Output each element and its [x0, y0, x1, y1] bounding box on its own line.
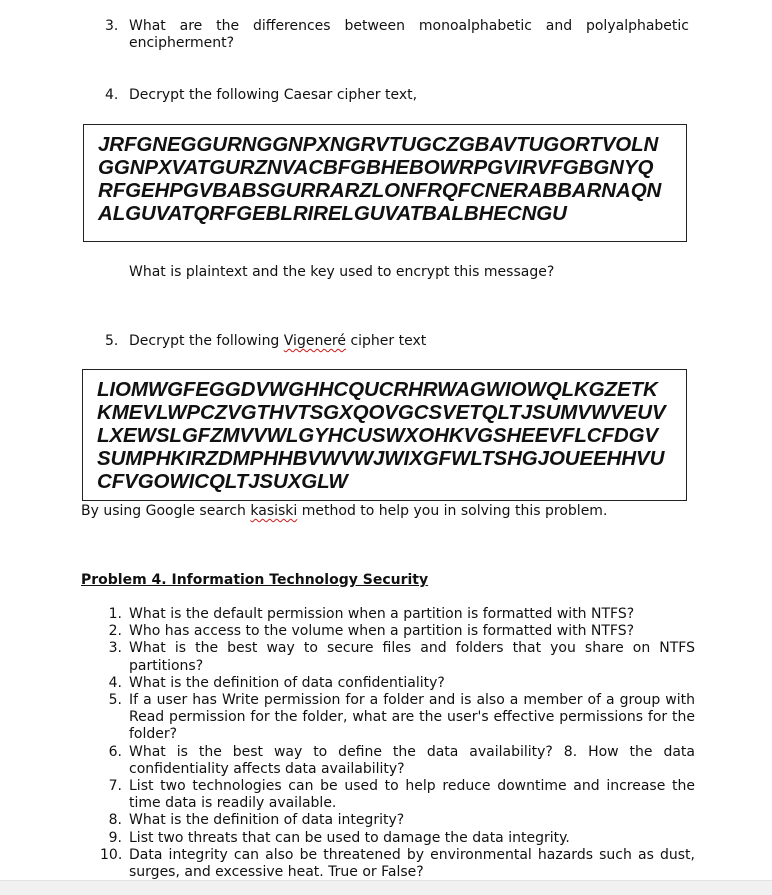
cipher-line: SUMPHKIRZDMPHHBVWVWJWIXGFWLTSHGJOUEEHHVU	[97, 447, 665, 470]
cipher-line: CFVGOWICQLTJSUXGLW	[97, 470, 348, 493]
cipher-line: ALGUVATQRFGEBLRIRELGUVATBALBHECNGU	[98, 202, 567, 225]
section-heading: Problem 4. Information Technology Security	[81, 572, 429, 588]
question-number: 3.	[105, 18, 119, 34]
list-item	[100, 606, 695, 623]
list-item	[100, 830, 695, 847]
question-number: 5.	[105, 333, 119, 349]
list-item-number: 1.	[108, 606, 122, 622]
list-item	[100, 778, 695, 812]
list-item-number: 5.	[108, 692, 122, 709]
question-text	[129, 333, 689, 350]
list-item	[100, 640, 695, 674]
list-item	[100, 692, 695, 744]
hint-text-part: By using Google search	[81, 503, 251, 519]
list-item-number: 2.	[108, 623, 122, 640]
question-text-part: Decrypt the following	[129, 333, 284, 349]
list-item	[100, 623, 695, 640]
window-bottom-strip	[0, 880, 772, 895]
question-text	[129, 18, 689, 52]
question-text: Decrypt the following Caesar cipher text,	[129, 87, 418, 103]
spellcheck-flagged-word[interactable]: Vigeneré	[283, 333, 346, 349]
hint-text-part: method to help you in solving this problem.	[297, 503, 608, 519]
spellcheck-flagged-word[interactable]: kasiski	[250, 503, 298, 519]
list-item	[100, 847, 695, 881]
vigenere-cipher-box	[82, 369, 687, 501]
list-item-text: What is the definition of data confidentiality?	[129, 674, 445, 691]
list-item-number: 9.	[108, 829, 122, 846]
cipher-line: JRFGNEGGURNGGNPXNGRVTUGCZGBAVTUGORTVOLN	[98, 133, 659, 156]
question-followup: What is plaintext and the key used to encrypt this message?	[129, 264, 555, 280]
list-item-number: 4.	[108, 674, 122, 691]
cipher-line: LIOMWGFEGGDVWGHHCQUCRHRWAGWIOWQLKGZETK	[97, 378, 658, 401]
problem-4-question-list	[100, 606, 695, 881]
list-item-text: What is the default permission when a partition is formatted with NTFS?	[129, 606, 635, 622]
question-number: 4.	[105, 87, 119, 103]
list-item-text: What is the best way to secure files and folders that you share on NTFS partitions?	[129, 640, 695, 674]
question-text-line: What are the differences between monoalphabetic and polyalphabetic	[129, 18, 689, 34]
list-item-text: Data integrity can also be threatened by environmental hazards such as dust, surges, and excessive heat. True or False?	[129, 846, 695, 881]
list-item-text: What is the definition of data integrity?	[129, 812, 405, 829]
list-item-number: 10.	[100, 846, 123, 863]
list-item-text: Who has access to the volume when a partition is formatted with NTFS?	[129, 623, 635, 640]
question-hint	[81, 503, 607, 519]
list-item-text: If a user has Write permission for a folder and is also a member of a group with Read permission for the folder, what are the user's effective permissions for the folder?	[129, 692, 695, 743]
list-item	[100, 744, 695, 778]
cipher-line: GGNPXVATGURZNVACBFGBHEBOWRPGVIRVFGBGNYQ	[98, 156, 654, 179]
list-item	[100, 812, 695, 829]
list-item-text: What is the best way to define the data availability? 8. How the data confidentiality affects data availability?	[129, 743, 695, 777]
list-item-number: 3.	[108, 640, 122, 657]
caesar-cipher-box	[83, 124, 687, 242]
question-text-part: cipher text	[346, 333, 427, 349]
list-item-number: 8.	[108, 812, 122, 829]
question-text-line: encipherment?	[129, 35, 234, 51]
list-item-number: 7.	[108, 778, 122, 795]
list-item	[100, 675, 695, 692]
cipher-line: LXEWSLGFZMVVWLGYHCUSWXOHKVGSHEEVFLCFDGV	[97, 424, 658, 447]
list-item-text: List two threats that can be used to damage the data integrity.	[129, 829, 570, 846]
cipher-line: RFGEHPGVBABSGURRARZLONFRQFCNERABBARNAQN	[98, 179, 662, 202]
list-item-number: 6.	[108, 743, 122, 760]
cipher-line: KMEVLWPCZVGTHVTSGXQOVGCSVETQLTJSUMVWVEUV	[97, 401, 666, 424]
list-item-text: List two technologies can be used to help reduce downtime and increase the time data is readily available.	[129, 778, 695, 812]
